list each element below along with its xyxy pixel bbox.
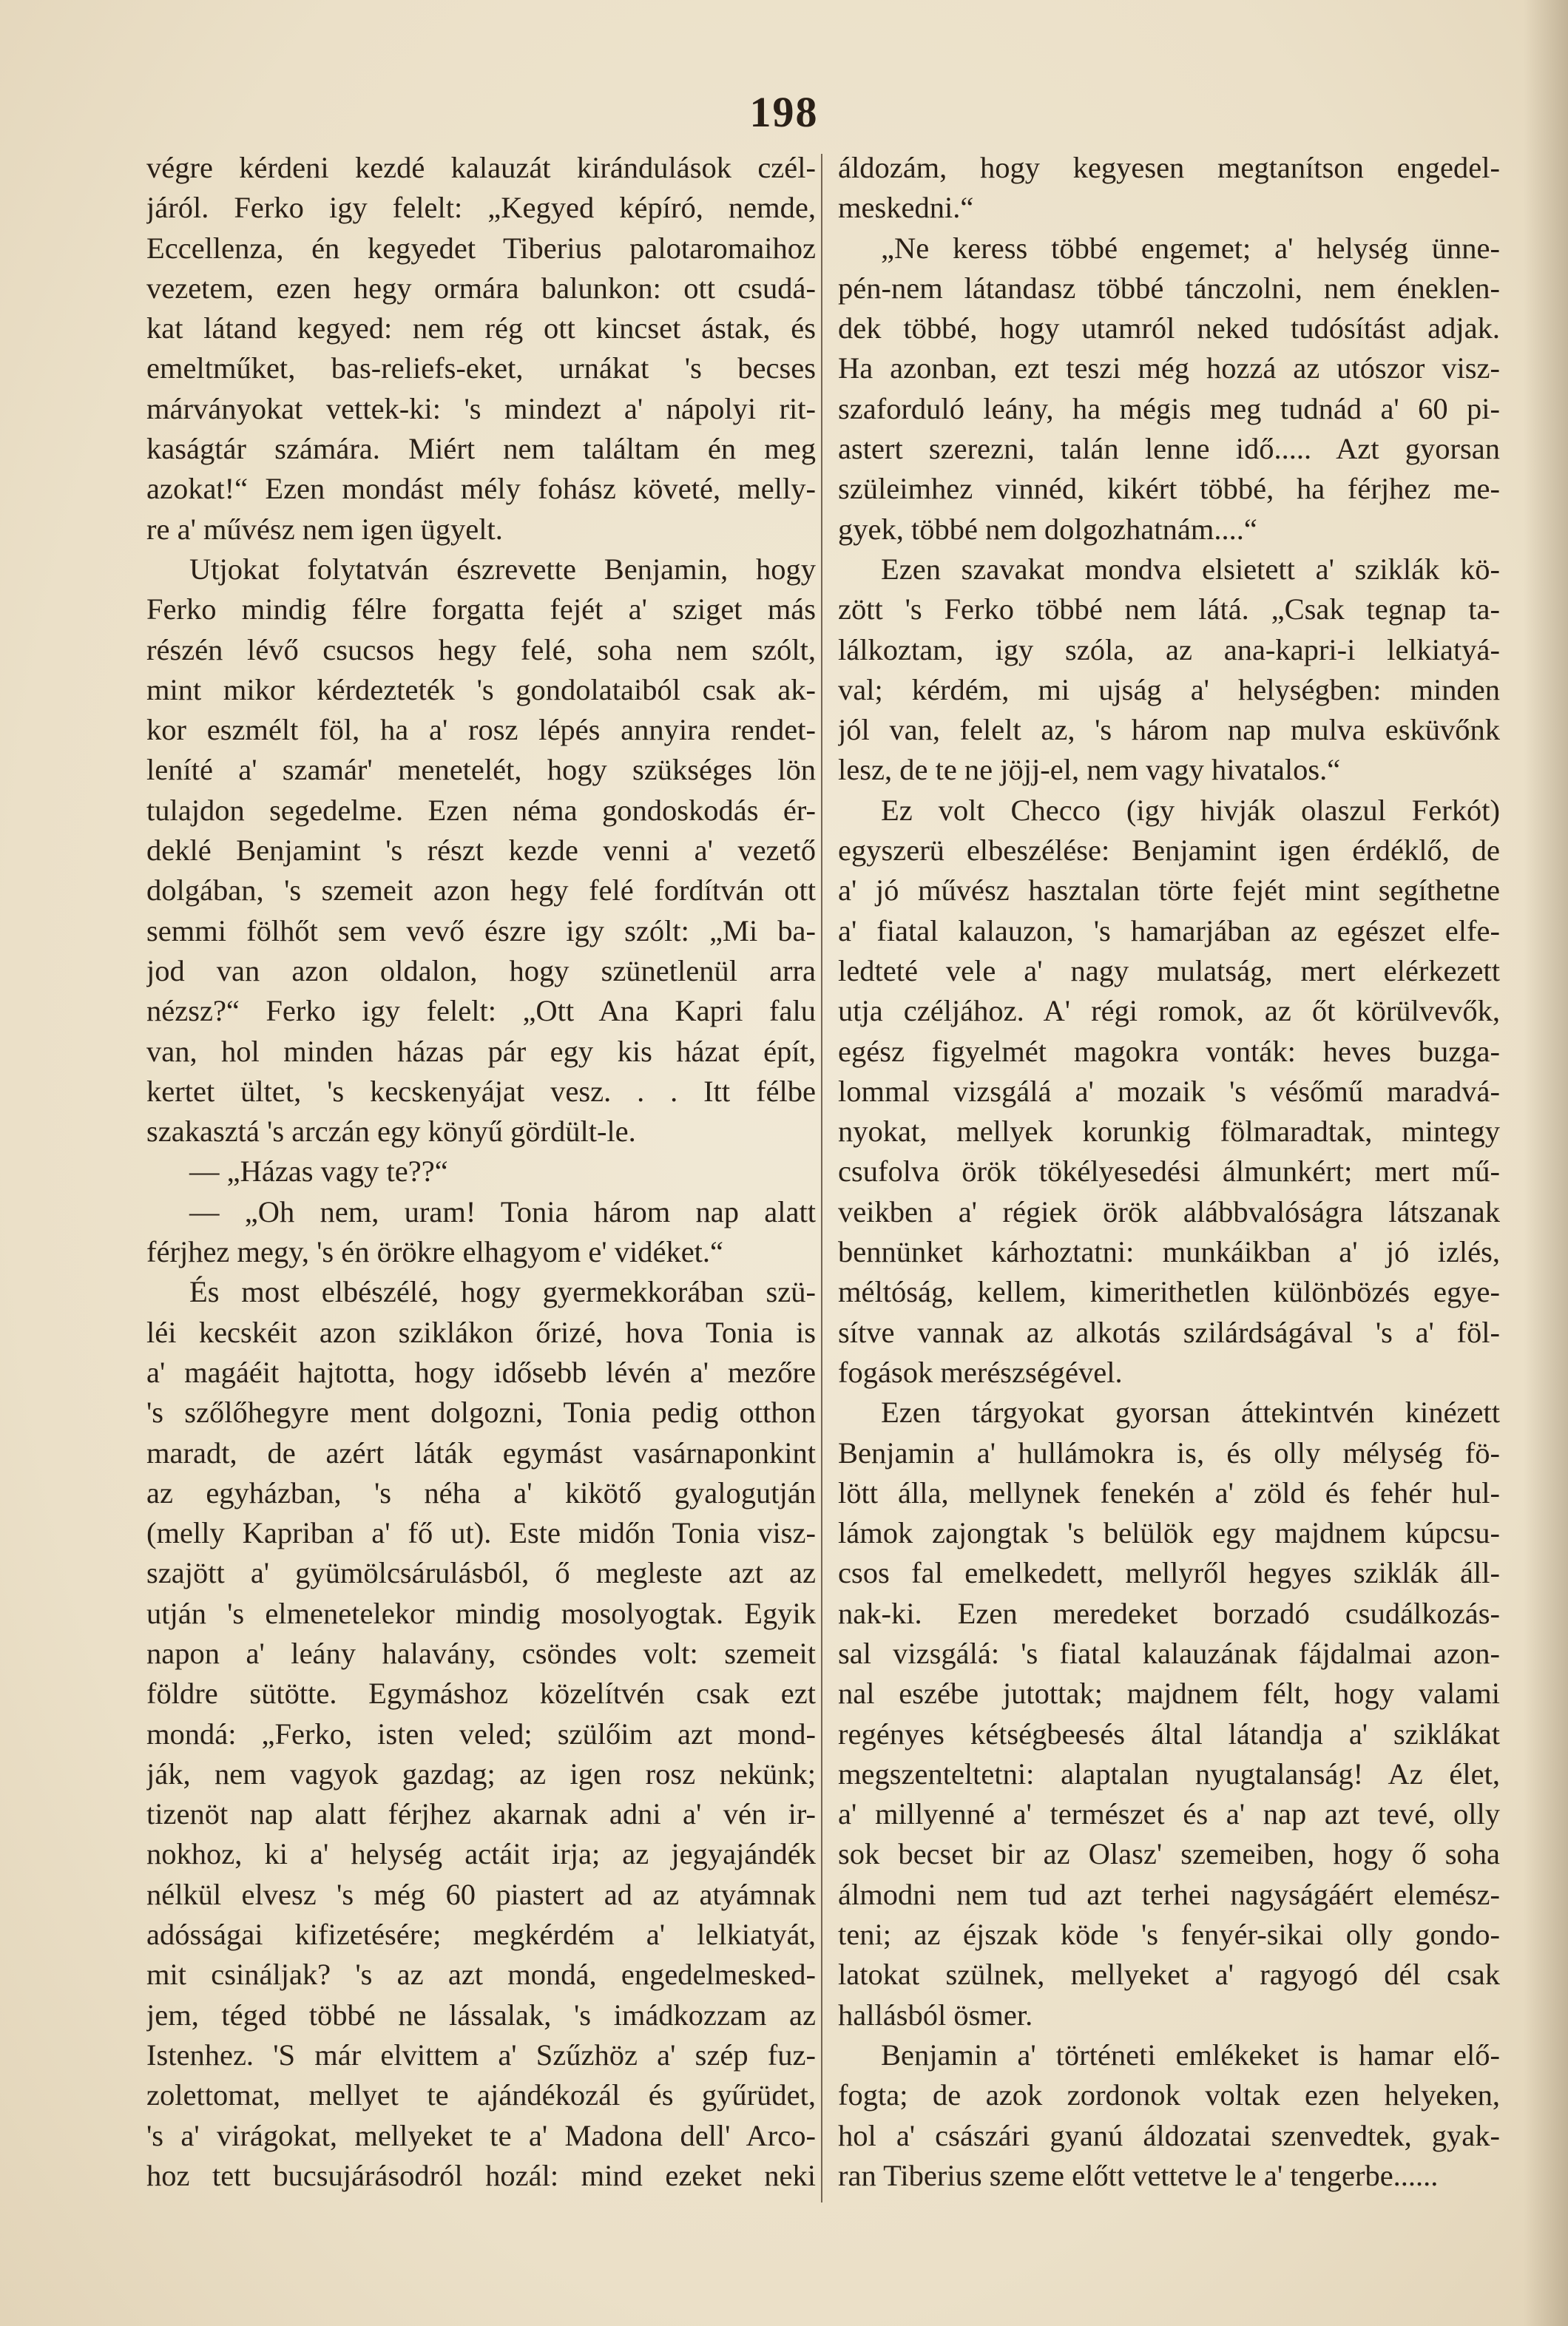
- text-line: léi kecskéit azon sziklákon őrizé, hova Tonia is: [146, 1315, 816, 1349]
- column-divider: [821, 154, 822, 2202]
- text-line: sal vizsgálá: 's fiatal kalauzának fájdalmai azon-: [838, 1636, 1500, 1670]
- text-line: adósságai kifizetésére; megkérdém a' lelkiatyát,: [146, 1918, 816, 1952]
- text-line: Benjamin a' történeti emlékeket is hamar elő-: [881, 2038, 1500, 2072]
- text-line: hoz tett bucsujárásodról hozál: mind ezeket neki: [146, 2158, 816, 2192]
- page-number: 198: [749, 88, 819, 136]
- text-line: a' fiatal kalauzon, 's hamarjában az egészet elfe-: [838, 913, 1500, 947]
- text-line: a' millyenné a' természet és a' nap azt tevé, olly: [838, 1797, 1500, 1831]
- text-line: jod van azon oldalon, hogy szünetlenül arra: [146, 953, 816, 987]
- text-line: nézsz?“ Ferko igy felelt: „Ott Ana Kapri falu: [146, 994, 816, 1028]
- text-line: ják, nem vagyok gazdag; az igen rosz nekünk;: [146, 1757, 816, 1791]
- text-line: zött 's Ferko többé nem látá. „Csak tegnap ta-: [838, 592, 1500, 626]
- text-line: a' jó művész hasztalan törte fejét mint segíthetne: [838, 873, 1500, 907]
- text-line: fogások merészségével.: [838, 1355, 1123, 1389]
- text-line: részén lévő csucsos hegy felé, soha nem szólt,: [146, 632, 816, 666]
- text-line: leníté a' szamár' menetelét, hogy szükséges lön: [146, 753, 816, 787]
- text-line: bennünket kárhoztatni: munkáikban a' jó izlés,: [838, 1235, 1500, 1269]
- text-line: nyokat, mellyek korunkig fölmaradtak, mintegy: [838, 1115, 1500, 1149]
- text-line: járól. Ferko igy felelt: „Kegyed képíró, nemde,: [146, 191, 816, 225]
- text-line: astert szerezni, talán lenne idő..... Azt gyorsan: [838, 432, 1500, 466]
- text-line: lámok zajongtak 's belülök egy majdnem kúpcsu-: [838, 1516, 1500, 1550]
- text-line: És most elbészélé, hogy gyermekkorában szü-: [189, 1275, 816, 1309]
- text-line: emeltműket, bas-reliefs-eket, urnákat 's becses: [146, 351, 816, 385]
- text-line: tulajdon segedelme. Ezen néma gondoskodás ér-: [146, 793, 816, 827]
- text-line: vezetem, ezen hegy ormára balunkon: ott csudá-: [146, 271, 816, 305]
- text-line: megszenteltetni: alaptalan nyugtalanság! Az élet,: [838, 1757, 1500, 1791]
- text-line: áldozám, hogy kegyesen megtanítson engedel-: [838, 151, 1500, 184]
- text-line: nak-ki. Ezen meredeket borzadó csudálkozás-: [838, 1596, 1500, 1630]
- page-edge-shadow: [1524, 0, 1568, 2326]
- text-line: lesz, de te ne jöjj-el, nem vagy hivatalos.“: [838, 753, 1341, 787]
- text-line: mit csináljak? 's az azt mondá, engedelmesked-: [146, 1958, 816, 1992]
- text-line: ran Tiberius szeme előtt vettetve le a' tengerbe......: [838, 2158, 1439, 2192]
- text-line: dek többé, hogy utamról neked tudósítást adjak.: [838, 311, 1500, 345]
- text-line: Istenhez. 'S már elvittem a' Szűzhöz a' szép fuz-: [146, 2038, 816, 2072]
- text-line: Ha azonban, ezt teszi még hozzá az utószor visz-: [838, 351, 1500, 385]
- text-line: sok becset bir az Olasz' szemeiben, hogy ő soha: [838, 1837, 1500, 1871]
- text-line: dolgában, 's szemeit azon hegy felé fordítván ott: [146, 873, 816, 907]
- text-line: utja czéljához. A' régi romok, az őt körülvevők,: [838, 994, 1500, 1028]
- text-line: szüleimhez vinnéd, kikért többé, ha férjhez me-: [838, 472, 1500, 506]
- text-line: hallásból ösmer.: [838, 1998, 1033, 2032]
- text-line: méltóság, kellem, kimerithetlen különbözés egye-: [838, 1275, 1500, 1309]
- text-line: sítve vannak az alkotás szilárdságával 's a' föl-: [838, 1315, 1500, 1349]
- text-line: tizenöt nap alatt férjhez akarnak adni a' vén ir-: [146, 1797, 816, 1831]
- text-line: mint mikor kérdezteték 's gondolataiból csak ak-: [146, 672, 816, 706]
- text-line: zolettomat, mellyet te ajándékozál és gyűrüdet,: [146, 2078, 816, 2112]
- text-line: regényes kétségbeesés által látandja a' sziklákat: [838, 1717, 1500, 1751]
- text-line: — „Házas vagy te??“: [189, 1154, 448, 1189]
- text-line: Ferko mindig félre forgatta fejét a' sziget más: [146, 592, 816, 626]
- text-line: teni; az éjszak köde 's fenyér-sikai olly gondo-: [838, 1918, 1500, 1952]
- text-line: ledteté vele a' nagy mulatság, mert elérkezett: [838, 953, 1500, 987]
- text-line: csufolva örök tökélyesedési álmunkért; mert mű-: [838, 1154, 1500, 1189]
- text-line: álmodni nem tud azt terhei nagyságáért elemész-: [838, 1877, 1500, 1911]
- text-line: a' magáéit hajtotta, hogy idősebb lévén a' mezőre: [146, 1355, 816, 1389]
- text-line: szakasztá 's arczán egy könyű gördült-le.: [146, 1115, 636, 1149]
- text-line: egyszerü elbeszélése: Benjamint igen érdéklő, de: [838, 834, 1500, 868]
- text-line: jem, téged többé ne lássalak, 's imádkozzam az: [146, 1998, 816, 2032]
- text-line: — „Oh nem, uram! Tonia három nap alatt: [189, 1194, 816, 1228]
- text-line: lött álla, mellynek fenekén a' zöld és fehér hul-: [838, 1475, 1500, 1509]
- text-line: meskedni.“: [838, 191, 974, 225]
- text-line: az egyházban, 's néha a' kikötő gyalogutján: [146, 1475, 816, 1509]
- text-line: lálkoztam, igy szóla, az ana-kapri-i lelkiatyá-: [838, 632, 1500, 666]
- text-line: csos fal emelkedett, mellyről hegyes sziklák áll-: [838, 1556, 1500, 1590]
- text-line: szajött a' gyümölcsárulásból, ő megleste azt az: [146, 1556, 816, 1590]
- text-line: kertet ültet, 's kecskenyájat vesz. . . Itt félbe: [146, 1074, 816, 1108]
- text-line: Ezen szavakat mondva elsietett a' sziklák kö-: [881, 552, 1500, 586]
- text-line: veikben a' régiek örök alábbvalóságra látszanak: [838, 1194, 1500, 1228]
- text-line: napon a' leány halavány, csöndes volt: szemeit: [146, 1636, 816, 1670]
- text-line: 's szőlőhegyre ment dolgozni, Tonia pedig otthon: [146, 1396, 816, 1430]
- text-line: kor eszmélt föl, ha a' rosz lépés annyira rendet-: [146, 713, 816, 747]
- text-line: utján 's elmenetelekor mindig mosolyogtak. Egyik: [146, 1596, 816, 1630]
- text-line: gyek, többé nem dolgozhatnám....“: [838, 512, 1257, 546]
- text-line: szaforduló leány, ha mégis meg tudnád a' 60 pi-: [838, 391, 1500, 425]
- text-line: „Ne keress többé engemet; a' helység ünne-: [881, 231, 1500, 265]
- text-line: férjhez megy, 's én örökre elhagyom e' vidéket.“: [146, 1235, 724, 1269]
- text-line: nokhoz, ki a' helység actáit irja; az jegyajándék: [146, 1837, 816, 1871]
- text-line: nal eszébe jutottak; majdnem félt, hogy valami: [838, 1677, 1500, 1711]
- text-line: Ezen tárgyokat gyorsan áttekintvén kinézett: [881, 1396, 1500, 1430]
- text-line: egész figyelmét magokra vonták: heves buzga-: [838, 1034, 1500, 1068]
- text-line: van, hol minden házas pár egy kis házat épít,: [146, 1034, 816, 1068]
- text-line: Eccellenza, én kegyedet Tiberius palotaromaihoz: [146, 231, 816, 265]
- text-line: pén-nem látandasz többé tánczolni, nem éneklen-: [838, 271, 1500, 305]
- text-line: mondá: „Ferko, isten veled; szülőim azt mond-: [146, 1717, 816, 1751]
- text-line: re a' művész nem igen ügyelt.: [146, 512, 503, 546]
- text-line: deklé Benjamint 's részt kezde venni a' vezető: [146, 834, 816, 868]
- text-line: földre sütötte. Egymáshoz közelítvén csak ezt: [146, 1677, 816, 1711]
- text-line: maradt, de azért láták egymást vasárnaponkint: [146, 1436, 816, 1470]
- text-line: lommal vizsgálá a' mozaik 's vésőmű maradvá-: [838, 1074, 1500, 1108]
- text-line: Benjamin a' hullámokra is, és olly mélység fö-: [838, 1436, 1500, 1470]
- text-line: val; kérdém, mi ujság a' helységben: minden: [838, 672, 1500, 706]
- right-column: [838, 148, 1500, 2196]
- text-line: 's a' virágokat, mellyeket te a' Madona dell' Arco-: [146, 2118, 816, 2152]
- text-line: nélkül elvesz 's még 60 piastert ad az atyámnak: [146, 1877, 816, 1911]
- text-line: semmi fölhőt sem vevő észre igy szólt: „Mi ba-: [146, 913, 816, 947]
- text-line: végre kérdeni kezdé kalauzát kirándulások czél-: [146, 151, 816, 184]
- text-line: márványokat vettek-ki: 's mindezt a' nápolyi rit-: [146, 391, 816, 425]
- text-line: kaságtár számára. Miért nem találtam én meg: [146, 432, 816, 466]
- text-line: (melly Kapriban a' fő ut). Este midőn Tonia visz-: [146, 1516, 816, 1550]
- text-line: hol a' császári gyanú áldozatai szenvedtek, gyak-: [838, 2118, 1500, 2152]
- text-line: latokat szülnek, mellyeket a' ragyogó dél csak: [838, 1958, 1500, 1992]
- text-line: azokat!“ Ezen mondást mély fohász követé, melly-: [146, 472, 816, 506]
- left-column: [146, 148, 816, 2196]
- text-line: jól van, felelt az, 's három nap mulva esküvőnk: [838, 713, 1500, 747]
- text-line: Utjokat folytatván észrevette Benjamin, hogy: [189, 552, 816, 586]
- text-line: Ez volt Checco (igy hivják olaszul Ferkót): [881, 793, 1500, 827]
- text-line: kat látand kegyed: nem rég ott kincset ástak, és: [146, 311, 816, 345]
- text-line: fogta; de azok zordonok voltak ezen helyeken,: [838, 2078, 1500, 2112]
